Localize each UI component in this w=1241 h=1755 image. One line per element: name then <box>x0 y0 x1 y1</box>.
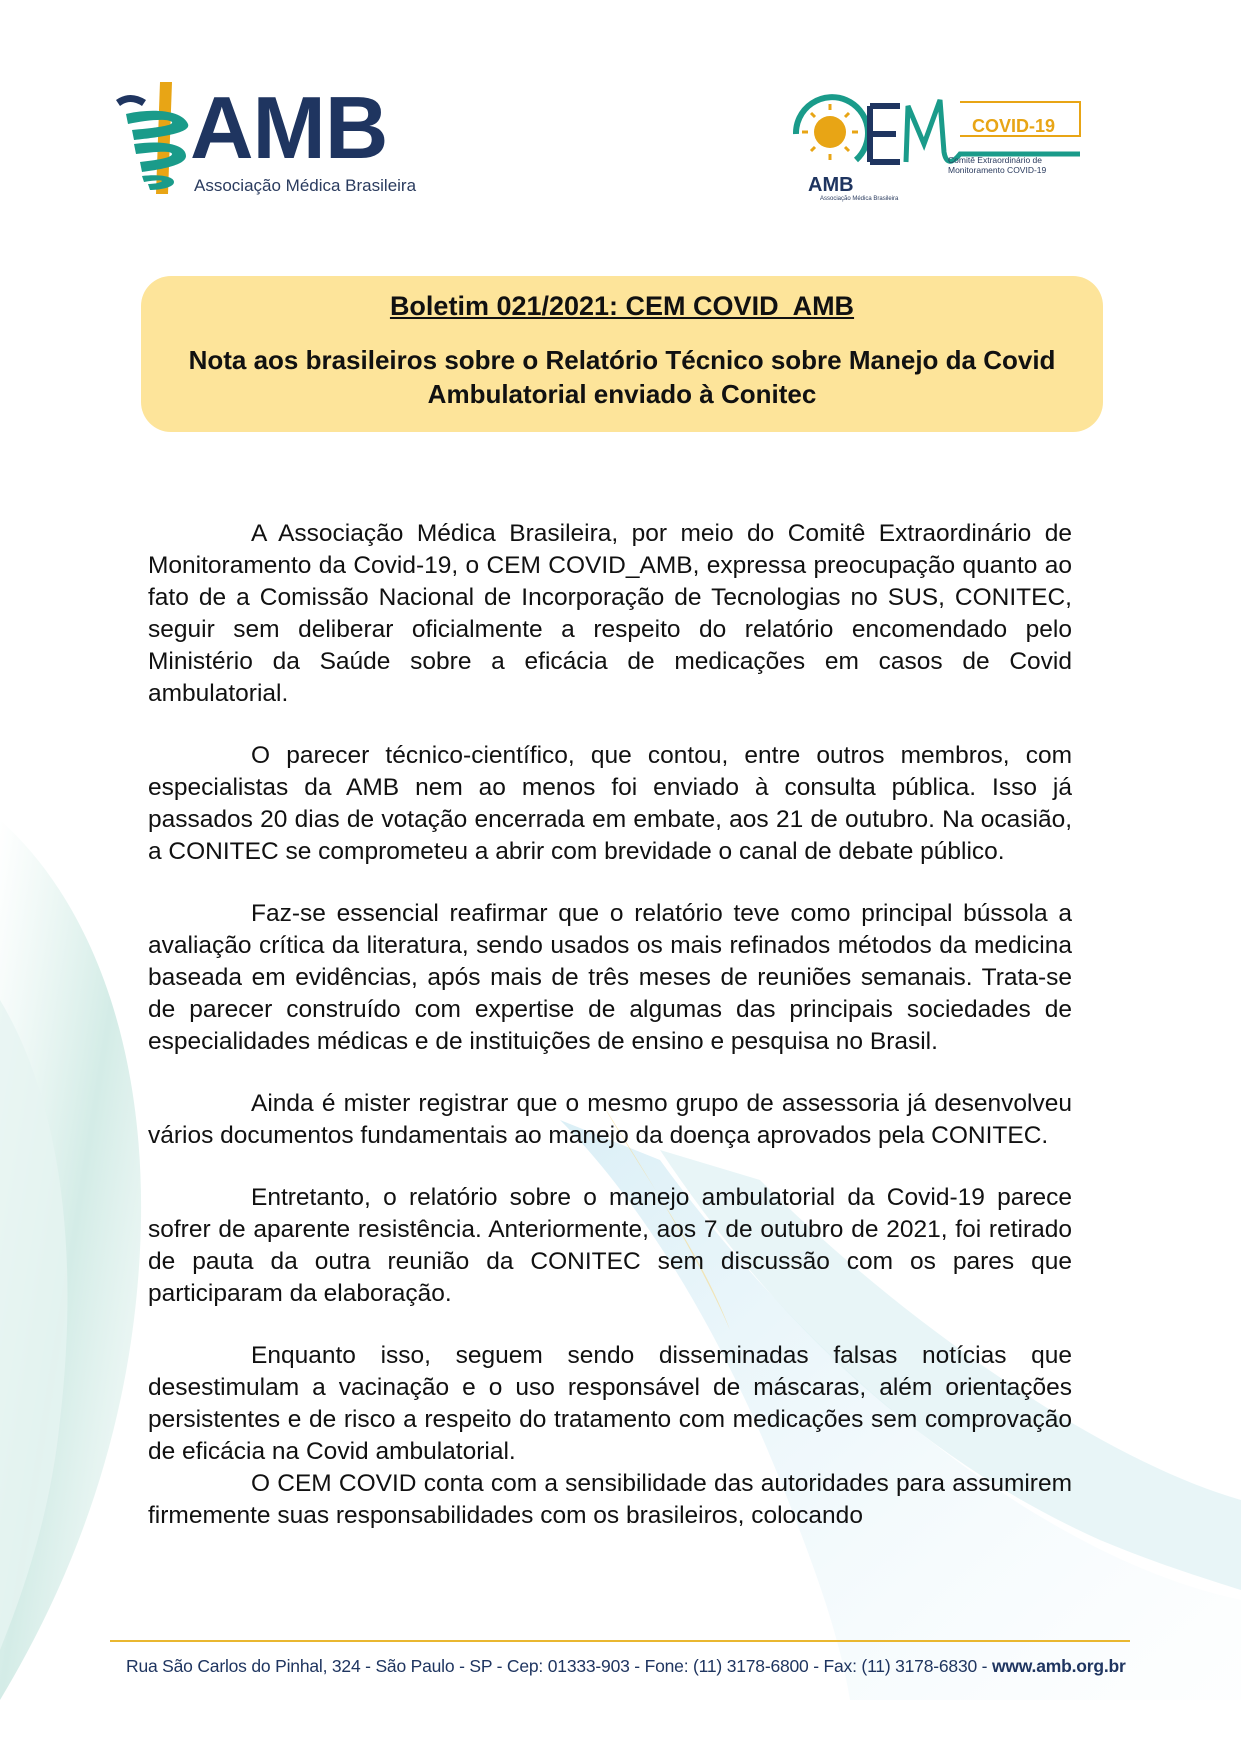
body-paragraph: A Associação Médica Brasileira, por meio do Comitê Extraordinário de Monitoramento da Covid-19, o CEM COVID_AMB, expressa preocupação quanto ao fato de a Comissão Nacional de Incorporação de Tecnologias no SUS, CONITEC, seguir sem deliberar oficialmente a respeito do relatório encomendado pelo Ministério da Saúde sobre a eficácia de medicações em casos de Covid ambulatorial. <box>148 520 1072 707</box>
caduceus-icon <box>112 78 202 198</box>
body-paragraph: O parecer técnico-científico, que contou, entre outros membros, com especialistas da AMB nem ao menos foi enviado à consulta pública. Isso já passados 20 dias de votação encerrada em embate, aos 21 de outubro. Na ocasião, a CONITEC se comprometeu a abrir com brevidade o canal de debate público. <box>148 742 1072 865</box>
amb-logo-word: AMB <box>190 78 388 177</box>
body-paragraph: Entretanto, o relatório sobre o manejo ambulatorial da Covid-19 parece sofrer de aparente resistência. Anteriormente, aos 7 de outubro de 2021, foi retirado de pauta da outra reunião da CONITEC sem discussão com os pares que participaram da elaboração. <box>148 1184 1072 1307</box>
amb-logo-subtitle: Associação Médica Brasileira <box>194 176 417 195</box>
amb-logo <box>112 78 417 198</box>
cem-covid-logo <box>790 92 1090 212</box>
cem-description: Comitê Extraordinário de Monitoramento COVID-19 <box>948 155 1047 175</box>
body-paragraph: Enquanto isso, seguem sendo disseminadas falsas notícias que desestimulam a vacinação e o uso responsável de máscaras, além orientações persistentes e de risco a respeito do tratamento com medicações sem comprovação de eficácia na Covid ambulatorial. <box>148 1342 1072 1465</box>
document-body <box>148 518 1072 1532</box>
bulletin-subtitle: Nota aos brasileiros sobre o Relatório Técnico sobre Manejo da Covid Ambulatorial enviado à Conitec <box>188 345 1056 409</box>
footer-website-link[interactable]: www.amb.org.br <box>991 1656 1126 1676</box>
cem-small-amb-subtitle: Associação Médica Brasileira <box>820 196 899 202</box>
footer <box>126 1656 1126 1677</box>
body-paragraph: Faz-se essencial reafirmar que o relatório teve como principal bússola a avaliação crítica da literatura, sendo usados os mais refinados métodos da medicina baseada em evidências, após mais de três meses de reuniões semanais. Trata-se de parecer construído com expertise de algumas das principais sociedades de especialidades médicas e de instituições de ensino e pesquisa no Brasil. <box>148 900 1072 1055</box>
title-box <box>141 276 1103 432</box>
footer-divider <box>110 1640 1130 1642</box>
cem-covid-badge: COVID-19 <box>972 116 1056 136</box>
body-paragraph: Ainda é mister registrar que o mesmo grupo de assessoria já desenvolveu vários documentos fundamentais ao manejo da doença aprovados pela CONITEC. <box>148 1090 1072 1149</box>
body-paragraph: O CEM COVID conta com a sensibilidade das autoridades para assumirem firmemente suas responsabilidades com os brasileiros, colocando <box>148 1470 1072 1529</box>
cem-small-amb-mark: AMB <box>808 174 854 196</box>
bulletin-title: Boletim 021/2021: CEM COVID AMB <box>389 291 855 321</box>
footer-address: Rua São Carlos do Pinhal, 324 - São Paulo - SP - Cep: 01333-903 - Fone: (11) 3178-6800 - Fax: (11) 3178-6830 - <box>126 1656 992 1676</box>
virus-icon <box>814 116 846 148</box>
